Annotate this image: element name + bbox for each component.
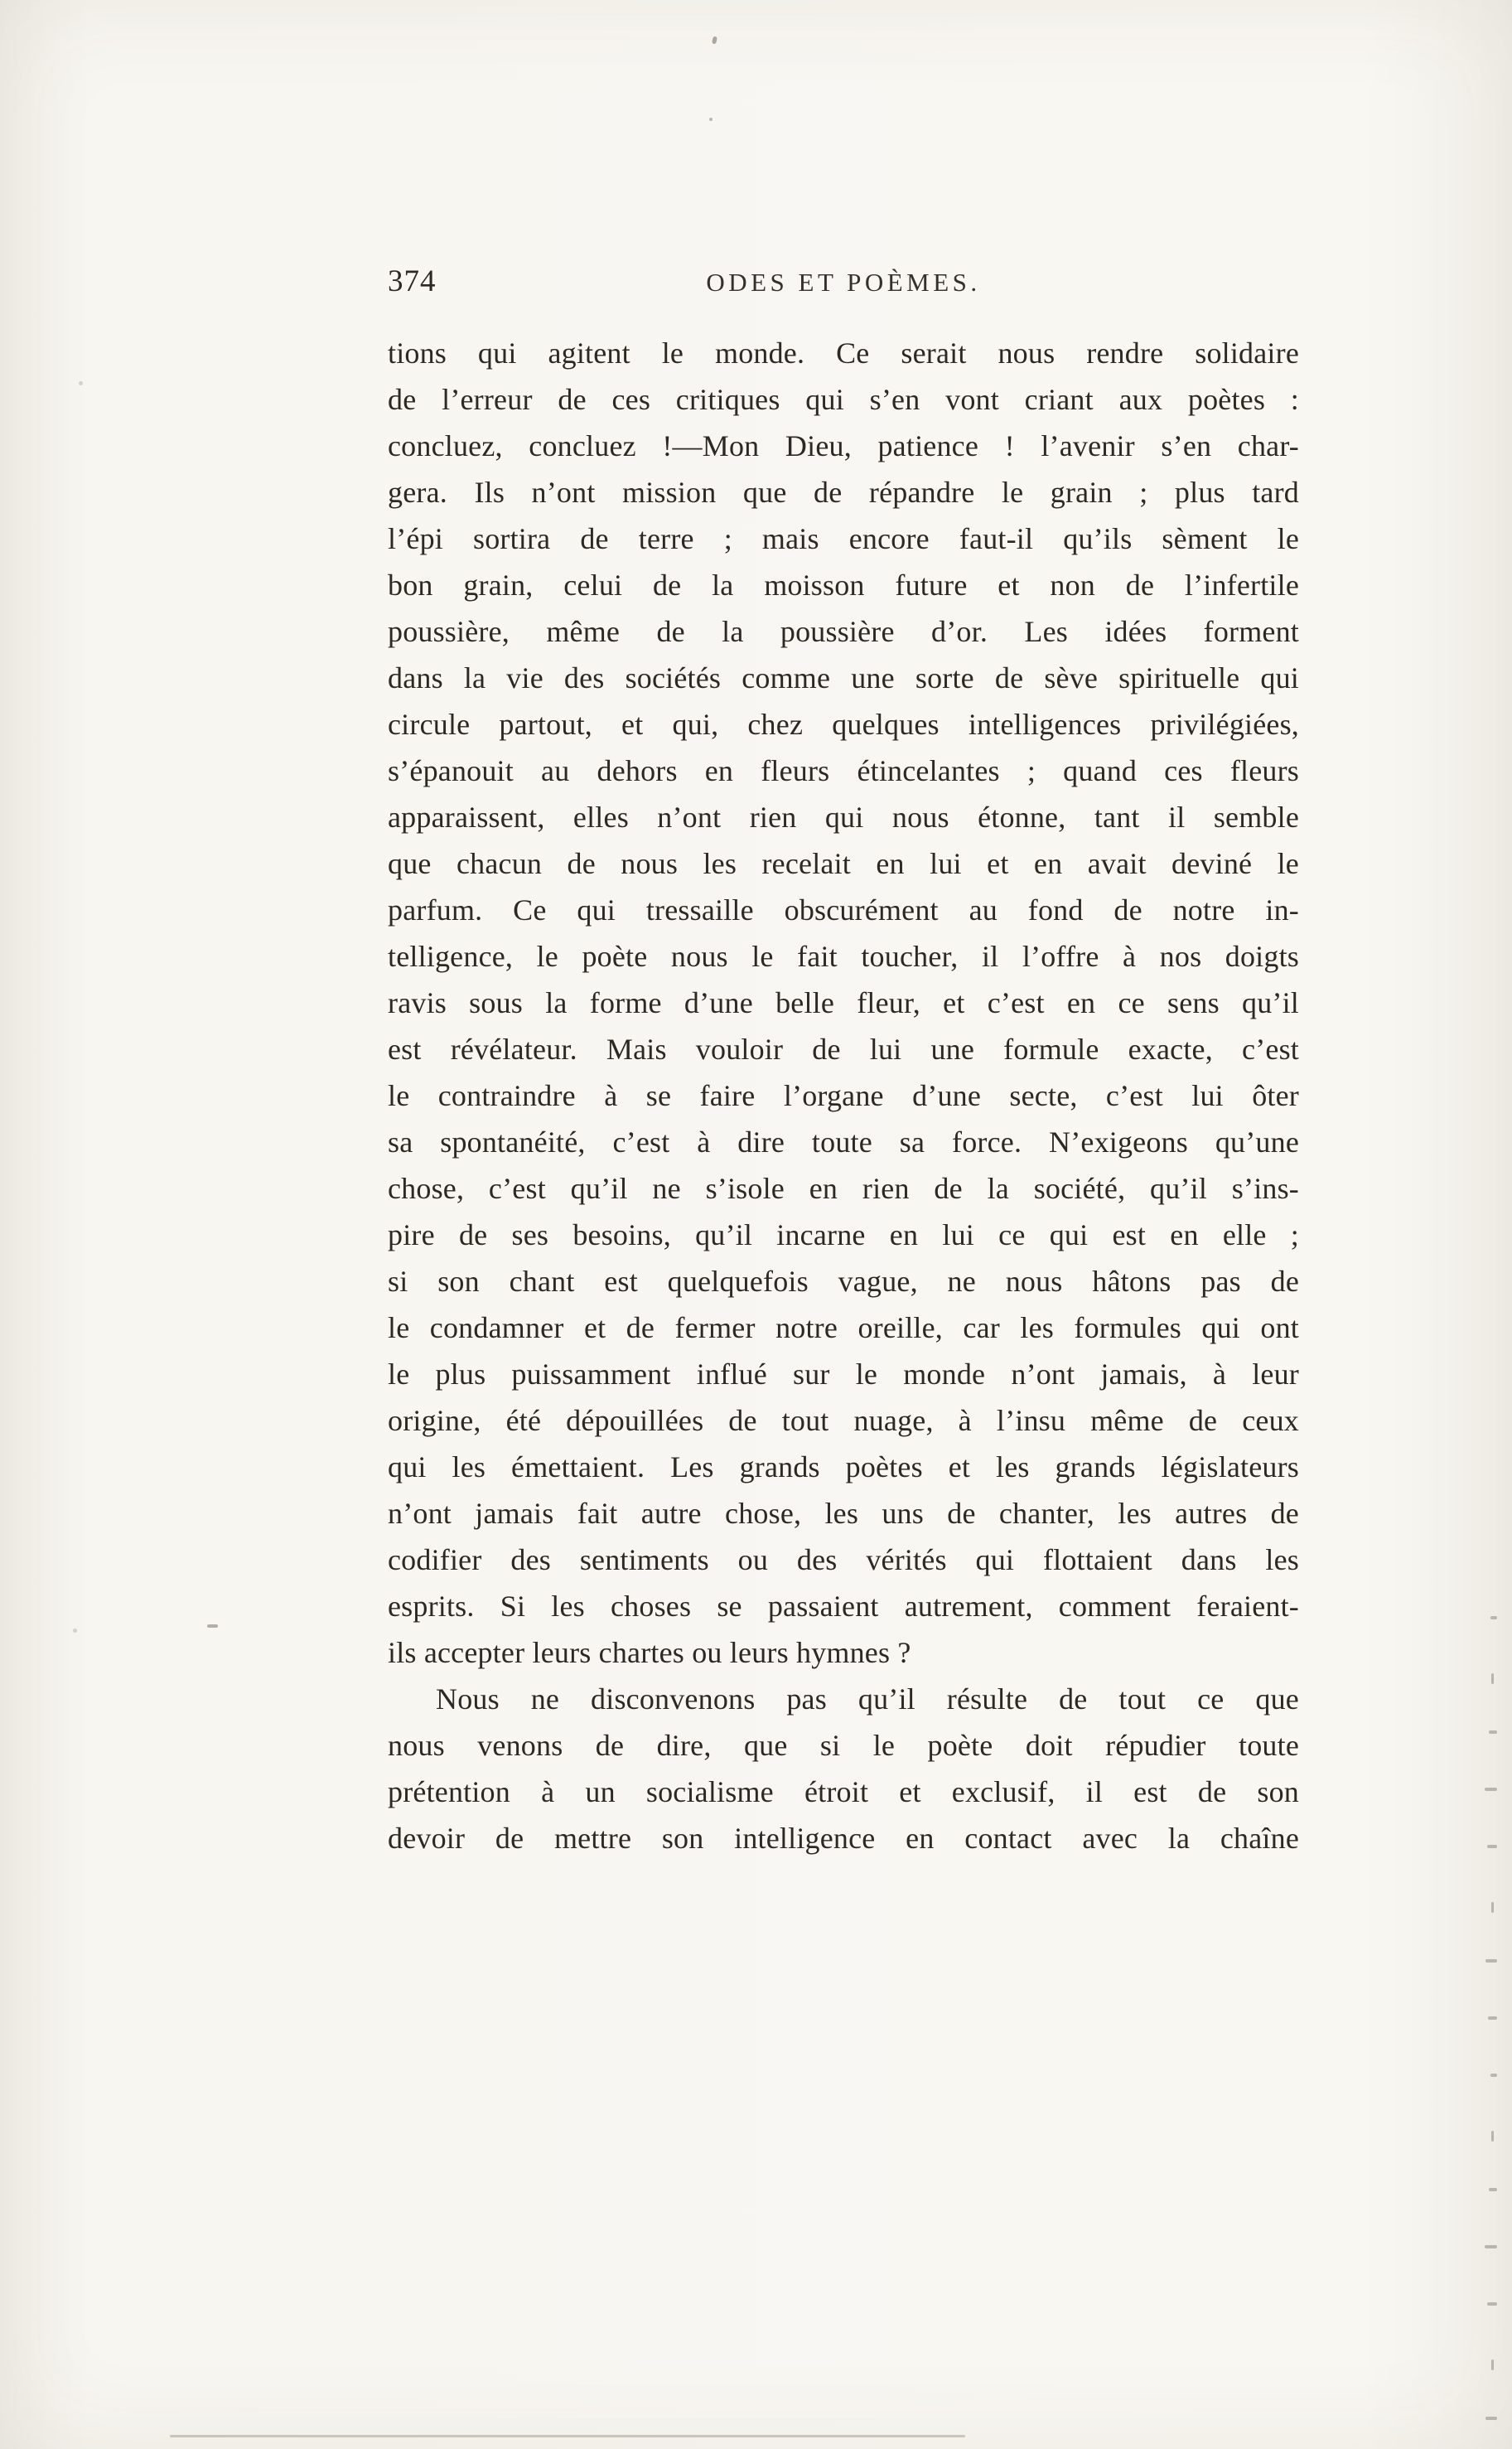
bottom-edge-artifact (170, 2435, 965, 2437)
text-line: telligence, le poète nous le fait toucher, il l’offre à nos doigts (388, 940, 1299, 973)
edge-mark (1487, 1845, 1497, 1848)
edge-mark (1485, 1959, 1497, 1963)
edge-mark (1491, 1902, 1494, 1913)
text-line: codifier des sentiments ou des vérités qui flottaient dans les (388, 1543, 1299, 1576)
text-line: s’épanouit au dehors en fleurs étincelantes ; quand ces fleurs (388, 754, 1299, 787)
text-line: origine, été dépouillées de tout nuage, à l’insu même de ceux (388, 1404, 1299, 1437)
text-line: qui les émettaient. Les grands poètes et les grands législateurs (388, 1450, 1299, 1483)
edge-mark (1489, 1730, 1497, 1734)
text-block (388, 330, 1299, 1861)
page-content (388, 264, 1299, 1861)
text-line: l’épi sortira de terre ; mais encore faut-il qu’ils sèment le (388, 522, 1299, 555)
text-line: bon grain, celui de la moisson future et non de l’infertile (388, 569, 1299, 602)
edge-mark (1491, 2359, 1494, 2370)
edge-mark (1485, 1788, 1497, 1791)
text-line: Nous ne disconvenons pas qu’il résulte de tout ce que (436, 1682, 1299, 1716)
edge-mark (1485, 2417, 1497, 2420)
edge-mark (1487, 2302, 1497, 2306)
text-line: nous venons de dire, que si le poète doit répudier toute (388, 1729, 1299, 1762)
edge-mark (1491, 1673, 1494, 1684)
text-line: circule partout, et qui, chez quelques intelligences privilégiées, (388, 708, 1299, 741)
text-line: le contraindre à se faire l’organe d’une secte, c’est lui ôter (388, 1079, 1299, 1112)
text-line: chose, c’est qu’il ne s’isole en rien de la société, qu’il s’ins- (388, 1172, 1299, 1205)
text-line: dans la vie des sociétés comme une sorte de sève spirituelle qui (388, 661, 1299, 695)
page-header (388, 264, 1299, 303)
text-line: devoir de mettre son intelligence en contact avec la chaîne (388, 1822, 1299, 1855)
text-line: parfum. Ce qui tressaille obscurément au fond de notre in- (388, 893, 1299, 927)
text-line: esprits. Si les choses se passaient autrement, comment feraient- (388, 1590, 1299, 1623)
edge-mark (1490, 2074, 1497, 2077)
edge-mark (1488, 2016, 1497, 2020)
text-line: poussière, même de la poussière d’or. Les idées forment (388, 615, 1299, 648)
text-line: sa spontanéité, c’est à dire toute sa force. N’exigeons qu’une (388, 1125, 1299, 1159)
scan-speck (79, 381, 83, 385)
text-line: si son chant est quelquefois vague, ne nous hâtons pas de (388, 1265, 1299, 1298)
edge-mark (1485, 2245, 1497, 2248)
text-line: que chacun de nous les recelait en lui et en avait deviné le (388, 847, 1299, 880)
scan-speck (712, 36, 717, 45)
text-line: pire de ses besoins, qu’il incarne en lui ce qui est en elle ; (388, 1218, 1299, 1251)
text-line: de l’erreur de ces critiques qui s’en vont criant aux poètes : (388, 383, 1299, 416)
text-line: prétention à un socialisme étroit et exclusif, il est de son (388, 1775, 1299, 1808)
text-line: apparaissent, elles n’ont rien qui nous étonne, tant il semble (388, 801, 1299, 834)
edge-mark (1489, 2188, 1497, 2191)
text-line: gera. Ils n’ont mission que de répandre le grain ; plus tard (388, 476, 1299, 509)
text-line: le plus puissamment influé sur le monde n’ont jamais, à leur (388, 1358, 1299, 1391)
scan-speck (73, 1629, 77, 1633)
text-line: ils accepter leurs chartes ou leurs hymnes ? (388, 1636, 911, 1669)
page-edge-marks (1482, 0, 1499, 2449)
text-line: ravis sous la forme d’une belle fleur, et c’est en ce sens qu’il (388, 986, 1299, 1019)
text-line: n’ont jamais fait autre chose, les uns de chanter, les autres de (388, 1497, 1299, 1530)
text-line: le condamner et de fermer notre oreille, car les formules qui ont (388, 1311, 1299, 1344)
page-number: 374 (388, 264, 437, 298)
running-title: ODES ET POÈMES. (706, 268, 981, 297)
text-line: concluez, concluez !—Mon Dieu, patience ! l’avenir s’en char- (388, 429, 1299, 462)
edge-mark (1491, 2131, 1494, 2142)
scan-speck (207, 1624, 218, 1628)
text-line: est révélateur. Mais vouloir de lui une formule exacte, c’est (388, 1033, 1299, 1066)
edge-mark (1490, 1616, 1497, 1619)
text-line: tions qui agitent le monde. Ce serait nous rendre solidaire (388, 336, 1299, 370)
scan-speck (709, 118, 713, 121)
